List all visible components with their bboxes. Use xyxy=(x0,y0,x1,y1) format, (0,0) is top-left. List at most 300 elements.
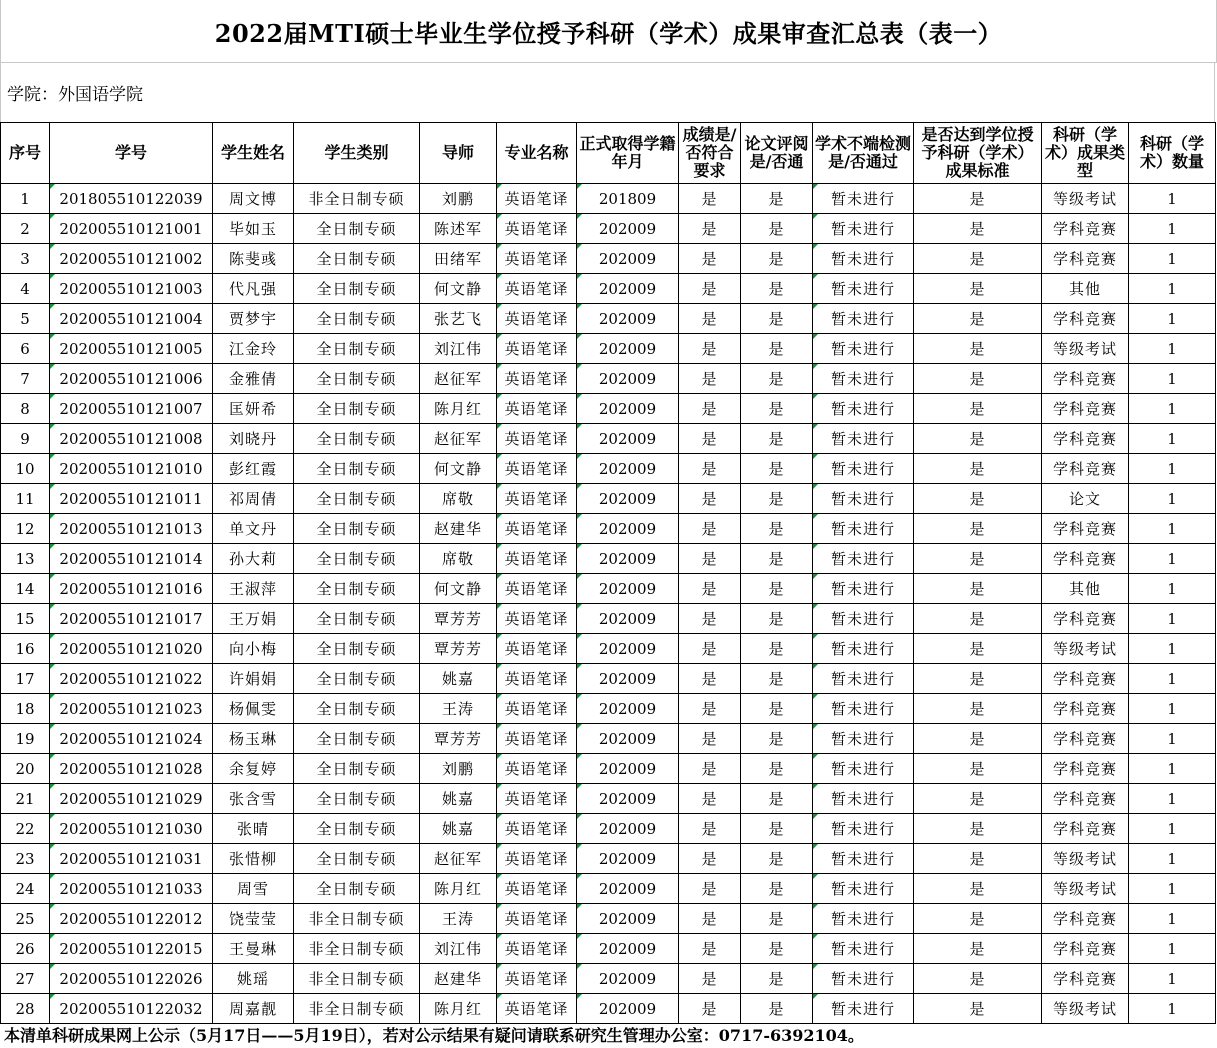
cell-advisor: 何文静 xyxy=(420,454,497,484)
cell-student-type: 全日制专硕 xyxy=(294,784,420,814)
cell-advisor: 刘鹏 xyxy=(420,754,497,784)
cell-student-name: 王万娟 xyxy=(213,604,294,634)
header-student-id: 学号 xyxy=(50,123,213,184)
cell-standard-met: 是 xyxy=(914,844,1042,874)
cell-index: 1 xyxy=(1,184,50,214)
cell-student-type: 全日制专硕 xyxy=(294,874,420,904)
cell-result-type: 学科竞赛 xyxy=(1042,214,1129,244)
cell-advisor: 王涛 xyxy=(420,694,497,724)
cell-standard-met: 是 xyxy=(914,514,1042,544)
cell-result-type: 学科竞赛 xyxy=(1042,304,1129,334)
cell-student-type: 全日制专硕 xyxy=(294,724,420,754)
cell-student-type: 全日制专硕 xyxy=(294,364,420,394)
cell-thesis-review: 是 xyxy=(741,544,813,574)
cell-major: 英语笔译 xyxy=(497,514,577,544)
cell-result-count: 1 xyxy=(1129,454,1216,484)
cell-thesis-review: 是 xyxy=(741,394,813,424)
cell-result-count: 1 xyxy=(1129,694,1216,724)
cell-result-count: 1 xyxy=(1129,214,1216,244)
cell-advisor: 陈月红 xyxy=(420,394,497,424)
cell-result-type: 其他 xyxy=(1042,574,1129,604)
cell-result-count: 1 xyxy=(1129,844,1216,874)
cell-advisor: 何文静 xyxy=(420,574,497,604)
cell-advisor: 刘江伟 xyxy=(420,934,497,964)
cell-thesis-review: 是 xyxy=(741,214,813,244)
cell-major: 英语笔译 xyxy=(497,724,577,754)
cell-student-id: 202005510121033 xyxy=(50,874,213,904)
cell-standard-met: 是 xyxy=(914,274,1042,304)
cell-plagiarism-check: 暂未进行 xyxy=(813,544,914,574)
cell-major: 英语笔译 xyxy=(497,664,577,694)
cell-grades-ok: 是 xyxy=(679,334,741,364)
cell-result-type: 学科竞赛 xyxy=(1042,934,1129,964)
cell-index: 14 xyxy=(1,574,50,604)
cell-standard-met: 是 xyxy=(914,904,1042,934)
cell-student-id: 202005510122026 xyxy=(50,964,213,994)
cell-thesis-review: 是 xyxy=(741,184,813,214)
cell-enrollment-date: 202009 xyxy=(577,274,679,304)
cell-advisor: 席敬 xyxy=(420,484,497,514)
cell-standard-met: 是 xyxy=(914,574,1042,604)
cell-thesis-review: 是 xyxy=(741,784,813,814)
cell-index: 20 xyxy=(1,754,50,784)
cell-student-name: 金雅倩 xyxy=(213,364,294,394)
cell-student-id: 202005510121016 xyxy=(50,574,213,604)
cell-thesis-review: 是 xyxy=(741,964,813,994)
cell-student-name: 张晴 xyxy=(213,814,294,844)
cell-student-name: 陈斐彧 xyxy=(213,244,294,274)
cell-result-count: 1 xyxy=(1129,964,1216,994)
header-major: 专业名称 xyxy=(497,123,577,184)
cell-index: 22 xyxy=(1,814,50,844)
header-standard-met: 是否达到学位授予科研（学术）成果标准 xyxy=(914,123,1042,184)
cell-student-type: 全日制专硕 xyxy=(294,694,420,724)
table-row xyxy=(1,664,1216,694)
cell-plagiarism-check: 暂未进行 xyxy=(813,304,914,334)
cell-index: 18 xyxy=(1,694,50,724)
cell-result-count: 1 xyxy=(1129,874,1216,904)
cell-student-name: 江金玲 xyxy=(213,334,294,364)
cell-major: 英语笔译 xyxy=(497,844,577,874)
cell-advisor: 刘江伟 xyxy=(420,334,497,364)
cell-student-id: 202005510122015 xyxy=(50,934,213,964)
table-row xyxy=(1,994,1216,1024)
cell-thesis-review: 是 xyxy=(741,244,813,274)
cell-enrollment-date: 202009 xyxy=(577,574,679,604)
header-student-type: 学生类别 xyxy=(294,123,420,184)
table-row xyxy=(1,724,1216,754)
table-row xyxy=(1,934,1216,964)
cell-grades-ok: 是 xyxy=(679,244,741,274)
cell-student-type: 非全日制专硕 xyxy=(294,904,420,934)
cell-student-id: 202005510121022 xyxy=(50,664,213,694)
cell-enrollment-date: 201809 xyxy=(577,184,679,214)
cell-enrollment-date: 202009 xyxy=(577,454,679,484)
table-row xyxy=(1,604,1216,634)
cell-student-name: 周文博 xyxy=(213,184,294,214)
cell-major: 英语笔译 xyxy=(497,484,577,514)
cell-plagiarism-check: 暂未进行 xyxy=(813,214,914,244)
table-row xyxy=(1,214,1216,244)
cell-result-count: 1 xyxy=(1129,514,1216,544)
cell-student-name: 饶莹莹 xyxy=(213,904,294,934)
cell-index: 9 xyxy=(1,424,50,454)
cell-student-name: 单文丹 xyxy=(213,514,294,544)
cell-student-type: 全日制专硕 xyxy=(294,304,420,334)
cell-plagiarism-check: 暂未进行 xyxy=(813,514,914,544)
table-row xyxy=(1,304,1216,334)
cell-student-name: 周嘉靓 xyxy=(213,994,294,1024)
cell-grades-ok: 是 xyxy=(679,784,741,814)
cell-enrollment-date: 202009 xyxy=(577,904,679,934)
cell-student-id: 202005510121004 xyxy=(50,304,213,334)
cell-major: 英语笔译 xyxy=(497,454,577,484)
cell-student-id: 202005510121005 xyxy=(50,334,213,364)
cell-thesis-review: 是 xyxy=(741,304,813,334)
college-label: 学院：外国语学院 xyxy=(0,62,1215,122)
cell-advisor: 姚嘉 xyxy=(420,784,497,814)
cell-student-id: 202005510121024 xyxy=(50,724,213,754)
cell-result-type: 学科竞赛 xyxy=(1042,784,1129,814)
cell-result-count: 1 xyxy=(1129,544,1216,574)
cell-plagiarism-check: 暂未进行 xyxy=(813,814,914,844)
cell-thesis-review: 是 xyxy=(741,874,813,904)
cell-enrollment-date: 202009 xyxy=(577,814,679,844)
cell-thesis-review: 是 xyxy=(741,814,813,844)
cell-student-name: 孙大莉 xyxy=(213,544,294,574)
cell-student-id: 201805510122039 xyxy=(50,184,213,214)
cell-plagiarism-check: 暂未进行 xyxy=(813,844,914,874)
cell-grades-ok: 是 xyxy=(679,994,741,1024)
cell-student-type: 全日制专硕 xyxy=(294,454,420,484)
cell-student-type: 全日制专硕 xyxy=(294,214,420,244)
cell-result-type: 等级考试 xyxy=(1042,184,1129,214)
footer-note: 本清单科研成果网上公示（5月17日——5月19日），若对公示结果有疑问请联系研究生管理办公室：0717-6392104。 xyxy=(4,1026,864,1045)
cell-index: 4 xyxy=(1,274,50,304)
header-result-count: 科研（学术）数量 xyxy=(1129,123,1216,184)
cell-major: 英语笔译 xyxy=(497,304,577,334)
cell-result-count: 1 xyxy=(1129,274,1216,304)
cell-student-type: 全日制专硕 xyxy=(294,544,420,574)
cell-plagiarism-check: 暂未进行 xyxy=(813,784,914,814)
cell-advisor: 赵建华 xyxy=(420,964,497,994)
cell-index: 11 xyxy=(1,484,50,514)
cell-result-type: 等级考试 xyxy=(1042,874,1129,904)
cell-index: 6 xyxy=(1,334,50,364)
cell-standard-met: 是 xyxy=(914,724,1042,754)
cell-result-count: 1 xyxy=(1129,724,1216,754)
cell-enrollment-date: 202009 xyxy=(577,334,679,364)
cell-major: 英语笔译 xyxy=(497,214,577,244)
cell-standard-met: 是 xyxy=(914,874,1042,904)
table-row xyxy=(1,874,1216,904)
table-row xyxy=(1,634,1216,664)
cell-student-type: 非全日制专硕 xyxy=(294,994,420,1024)
cell-result-count: 1 xyxy=(1129,634,1216,664)
cell-result-count: 1 xyxy=(1129,784,1216,814)
cell-advisor: 覃芳芳 xyxy=(420,634,497,664)
table-row xyxy=(1,184,1216,214)
cell-student-type: 非全日制专硕 xyxy=(294,964,420,994)
cell-grades-ok: 是 xyxy=(679,574,741,604)
cell-enrollment-date: 202009 xyxy=(577,364,679,394)
cell-student-id: 202005510121029 xyxy=(50,784,213,814)
cell-grades-ok: 是 xyxy=(679,904,741,934)
page-title: 2022届MTI硕士毕业生学位授予科研（学术）成果审查汇总表（表一） xyxy=(0,0,1217,63)
cell-thesis-review: 是 xyxy=(741,334,813,364)
cell-standard-met: 是 xyxy=(914,184,1042,214)
cell-standard-met: 是 xyxy=(914,544,1042,574)
cell-index: 24 xyxy=(1,874,50,904)
cell-plagiarism-check: 暂未进行 xyxy=(813,454,914,484)
cell-plagiarism-check: 暂未进行 xyxy=(813,574,914,604)
cell-standard-met: 是 xyxy=(914,364,1042,394)
cell-standard-met: 是 xyxy=(914,244,1042,274)
cell-plagiarism-check: 暂未进行 xyxy=(813,274,914,304)
cell-enrollment-date: 202009 xyxy=(577,244,679,274)
cell-thesis-review: 是 xyxy=(741,724,813,754)
cell-student-id: 202005510121010 xyxy=(50,454,213,484)
cell-major: 英语笔译 xyxy=(497,364,577,394)
cell-grades-ok: 是 xyxy=(679,664,741,694)
cell-result-count: 1 xyxy=(1129,664,1216,694)
cell-result-count: 1 xyxy=(1129,904,1216,934)
cell-enrollment-date: 202009 xyxy=(577,664,679,694)
cell-student-name: 周雪 xyxy=(213,874,294,904)
header-enrollment-date: 正式取得学籍年月 xyxy=(577,123,679,184)
cell-enrollment-date: 202009 xyxy=(577,934,679,964)
cell-student-name: 杨佩雯 xyxy=(213,694,294,724)
table-row xyxy=(1,694,1216,724)
cell-plagiarism-check: 暂未进行 xyxy=(813,664,914,694)
cell-result-count: 1 xyxy=(1129,424,1216,454)
cell-thesis-review: 是 xyxy=(741,694,813,724)
cell-result-count: 1 xyxy=(1129,604,1216,634)
table-row xyxy=(1,514,1216,544)
cell-student-name: 刘晓丹 xyxy=(213,424,294,454)
cell-enrollment-date: 202009 xyxy=(577,994,679,1024)
table-row xyxy=(1,364,1216,394)
table-row xyxy=(1,334,1216,364)
cell-result-type: 学科竞赛 xyxy=(1042,754,1129,784)
cell-index: 27 xyxy=(1,964,50,994)
cell-result-count: 1 xyxy=(1129,994,1216,1024)
cell-major: 英语笔译 xyxy=(497,784,577,814)
cell-advisor: 田绪军 xyxy=(420,244,497,274)
cell-student-name: 杨玉琳 xyxy=(213,724,294,754)
cell-advisor: 赵征军 xyxy=(420,424,497,454)
cell-major: 英语笔译 xyxy=(497,244,577,274)
cell-thesis-review: 是 xyxy=(741,364,813,394)
cell-student-type: 全日制专硕 xyxy=(294,844,420,874)
cell-major: 英语笔译 xyxy=(497,424,577,454)
cell-student-id: 202005510122032 xyxy=(50,994,213,1024)
cell-student-name: 祁周倩 xyxy=(213,484,294,514)
cell-student-name: 毕如玉 xyxy=(213,214,294,244)
cell-student-name: 张含雪 xyxy=(213,784,294,814)
cell-student-type: 全日制专硕 xyxy=(294,274,420,304)
cell-index: 12 xyxy=(1,514,50,544)
cell-standard-met: 是 xyxy=(914,484,1042,514)
cell-grades-ok: 是 xyxy=(679,694,741,724)
cell-plagiarism-check: 暂未进行 xyxy=(813,334,914,364)
cell-advisor: 陈述军 xyxy=(420,214,497,244)
cell-result-count: 1 xyxy=(1129,574,1216,604)
cell-student-name: 王淑萍 xyxy=(213,574,294,604)
cell-enrollment-date: 202009 xyxy=(577,634,679,664)
cell-student-type: 全日制专硕 xyxy=(294,604,420,634)
table-row xyxy=(1,904,1216,934)
cell-plagiarism-check: 暂未进行 xyxy=(813,964,914,994)
cell-plagiarism-check: 暂未进行 xyxy=(813,994,914,1024)
cell-student-name: 许娟娟 xyxy=(213,664,294,694)
header-advisor: 导师 xyxy=(420,123,497,184)
table-row xyxy=(1,544,1216,574)
cell-student-name: 贾梦宇 xyxy=(213,304,294,334)
cell-enrollment-date: 202009 xyxy=(577,484,679,514)
cell-grades-ok: 是 xyxy=(679,214,741,244)
cell-student-type: 全日制专硕 xyxy=(294,244,420,274)
header-thesis-review: 论文评阅是/否通 xyxy=(741,123,813,184)
cell-result-type: 等级考试 xyxy=(1042,994,1129,1024)
cell-student-type: 全日制专硕 xyxy=(294,664,420,694)
cell-major: 英语笔译 xyxy=(497,904,577,934)
table-row xyxy=(1,814,1216,844)
cell-enrollment-date: 202009 xyxy=(577,724,679,754)
cell-result-count: 1 xyxy=(1129,244,1216,274)
table-row xyxy=(1,274,1216,304)
cell-advisor: 覃芳芳 xyxy=(420,724,497,754)
cell-enrollment-date: 202009 xyxy=(577,424,679,454)
cell-grades-ok: 是 xyxy=(679,934,741,964)
table-row xyxy=(1,574,1216,604)
cell-plagiarism-check: 暂未进行 xyxy=(813,934,914,964)
cell-thesis-review: 是 xyxy=(741,424,813,454)
cell-major: 英语笔译 xyxy=(497,934,577,964)
cell-student-name: 张惜柳 xyxy=(213,844,294,874)
cell-enrollment-date: 202009 xyxy=(577,694,679,724)
cell-student-type: 全日制专硕 xyxy=(294,634,420,664)
cell-standard-met: 是 xyxy=(914,784,1042,814)
cell-advisor: 席敬 xyxy=(420,544,497,574)
cell-thesis-review: 是 xyxy=(741,514,813,544)
cell-grades-ok: 是 xyxy=(679,484,741,514)
cell-student-name: 匡妍希 xyxy=(213,394,294,424)
cell-index: 2 xyxy=(1,214,50,244)
cell-result-type: 等级考试 xyxy=(1042,844,1129,874)
cell-student-id: 202005510121008 xyxy=(50,424,213,454)
cell-student-type: 非全日制专硕 xyxy=(294,184,420,214)
cell-result-count: 1 xyxy=(1129,184,1216,214)
cell-student-name: 向小梅 xyxy=(213,634,294,664)
cell-student-id: 202005510121023 xyxy=(50,694,213,724)
cell-enrollment-date: 202009 xyxy=(577,874,679,904)
cell-grades-ok: 是 xyxy=(679,394,741,424)
cell-result-type: 等级考试 xyxy=(1042,634,1129,664)
cell-plagiarism-check: 暂未进行 xyxy=(813,184,914,214)
cell-index: 26 xyxy=(1,934,50,964)
cell-major: 英语笔译 xyxy=(497,574,577,604)
cell-student-type: 全日制专硕 xyxy=(294,484,420,514)
cell-advisor: 张艺飞 xyxy=(420,304,497,334)
table-row xyxy=(1,394,1216,424)
cell-result-count: 1 xyxy=(1129,334,1216,364)
cell-result-type: 学科竞赛 xyxy=(1042,724,1129,754)
cell-major: 英语笔译 xyxy=(497,874,577,904)
cell-student-type: 非全日制专硕 xyxy=(294,934,420,964)
cell-student-type: 全日制专硕 xyxy=(294,424,420,454)
cell-student-id: 202005510121017 xyxy=(50,604,213,634)
cell-grades-ok: 是 xyxy=(679,814,741,844)
table-row xyxy=(1,424,1216,454)
cell-enrollment-date: 202009 xyxy=(577,964,679,994)
cell-enrollment-date: 202009 xyxy=(577,214,679,244)
cell-standard-met: 是 xyxy=(914,634,1042,664)
cell-advisor: 姚嘉 xyxy=(420,664,497,694)
cell-major: 英语笔译 xyxy=(497,634,577,664)
cell-result-type: 学科竞赛 xyxy=(1042,814,1129,844)
cell-standard-met: 是 xyxy=(914,754,1042,784)
cell-plagiarism-check: 暂未进行 xyxy=(813,694,914,724)
cell-result-type: 学科竞赛 xyxy=(1042,244,1129,274)
cell-major: 英语笔译 xyxy=(497,604,577,634)
cell-grades-ok: 是 xyxy=(679,184,741,214)
cell-grades-ok: 是 xyxy=(679,964,741,994)
cell-result-type: 学科竞赛 xyxy=(1042,394,1129,424)
cell-advisor: 赵征军 xyxy=(420,844,497,874)
cell-thesis-review: 是 xyxy=(741,574,813,604)
header-row xyxy=(1,123,1216,184)
cell-standard-met: 是 xyxy=(914,394,1042,424)
cell-student-id: 202005510121031 xyxy=(50,844,213,874)
cell-index: 25 xyxy=(1,904,50,934)
cell-advisor: 赵征军 xyxy=(420,364,497,394)
cell-thesis-review: 是 xyxy=(741,904,813,934)
cell-major: 英语笔译 xyxy=(497,544,577,574)
cell-result-type: 学科竞赛 xyxy=(1042,364,1129,394)
cell-student-id: 202005510121007 xyxy=(50,394,213,424)
cell-result-type: 学科竞赛 xyxy=(1042,424,1129,454)
cell-student-type: 全日制专硕 xyxy=(294,574,420,604)
cell-student-id: 202005510122012 xyxy=(50,904,213,934)
cell-index: 7 xyxy=(1,364,50,394)
cell-plagiarism-check: 暂未进行 xyxy=(813,724,914,754)
cell-plagiarism-check: 暂未进行 xyxy=(813,364,914,394)
cell-enrollment-date: 202009 xyxy=(577,544,679,574)
cell-index: 17 xyxy=(1,664,50,694)
cell-result-type: 其他 xyxy=(1042,274,1129,304)
cell-result-count: 1 xyxy=(1129,394,1216,424)
cell-grades-ok: 是 xyxy=(679,304,741,334)
cell-result-count: 1 xyxy=(1129,304,1216,334)
cell-major: 英语笔译 xyxy=(497,184,577,214)
cell-grades-ok: 是 xyxy=(679,634,741,664)
cell-standard-met: 是 xyxy=(914,964,1042,994)
cell-advisor: 刘鹏 xyxy=(420,184,497,214)
cell-enrollment-date: 202009 xyxy=(577,514,679,544)
cell-grades-ok: 是 xyxy=(679,754,741,784)
cell-student-id: 202005510121020 xyxy=(50,634,213,664)
cell-thesis-review: 是 xyxy=(741,844,813,874)
cell-grades-ok: 是 xyxy=(679,724,741,754)
cell-thesis-review: 是 xyxy=(741,664,813,694)
cell-plagiarism-check: 暂未进行 xyxy=(813,754,914,784)
cell-advisor: 陈月红 xyxy=(420,874,497,904)
cell-student-id: 202005510121003 xyxy=(50,274,213,304)
cell-major: 英语笔译 xyxy=(497,394,577,424)
cell-index: 5 xyxy=(1,304,50,334)
cell-grades-ok: 是 xyxy=(679,454,741,484)
